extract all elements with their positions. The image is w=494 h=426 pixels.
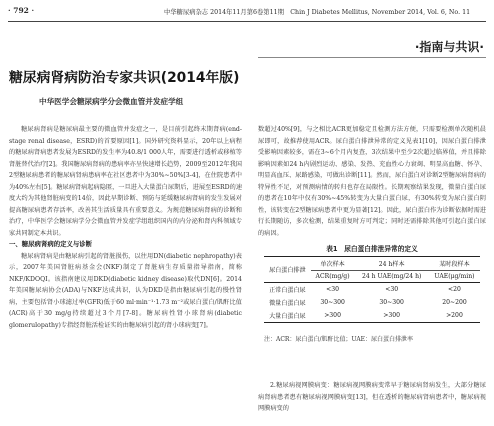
- author-organization: 中华医学会糖尿病学分会微血管并发症学组: [39, 97, 184, 106]
- table-row: [264, 283, 480, 297]
- row-label: 大量白蛋白尿: [264, 309, 311, 323]
- article-title: 糖尿病肾病防治专家共识(2014年版): [9, 70, 240, 86]
- row-label: 微量白蛋白尿: [269, 300, 306, 307]
- table-cell: <30: [354, 283, 428, 297]
- left-column: [9, 124, 242, 426]
- table-cell: >300: [354, 309, 428, 323]
- section-label: ·指南与共识·: [414, 40, 484, 54]
- definition-paragraph: 糖尿病肾病是由糖尿病引起的肾脏损伤，以往用DN(diabetic nephropathy)表示，2007年美国肾脏病基金会(NKF)制定了肾脏病生存质量指导指南，简称NKF/KDOQI。该指南建议用DKD(diabetic kidney disease)取代DN[6]。2014年美国糖尿病协会(ADA)与NKF达成共识，认为DKD是指由糖尿病引起的慢性肾病，主要包括肾小球滤过率(GFR)低于60 ml·min⁻¹·1.73 m⁻²或尿白蛋白/肌酐比值(ACR)高于30 mg/g持续超过3个月[7-8]。糖尿病性肾小球肾病(diabetic glomerulopathy)专指经肾脏活检证实的由糖尿病引起的肾小球病变[7]。: [9, 252, 242, 329]
- retinopathy-paragraph: 2.糖尿病视网膜病变：糖尿病视网膜病变常早于糖尿病肾病发生，大部分糖尿病肾病患者患有糖尿病视网膜病变[13]，但在透析的糖尿病肾病患者中，糖尿病视网膜病变的: [258, 382, 486, 412]
- sub-header: ACR(mg/g): [315, 273, 350, 280]
- table-cell: 30~300: [320, 299, 345, 306]
- table-cell: 20~200: [442, 299, 467, 306]
- sub-header: UAE(μg/min): [434, 273, 475, 280]
- table-cell: <30: [311, 283, 355, 297]
- row-label: 正常白蛋白尿: [264, 283, 311, 297]
- journal-info: 中华糖尿病杂志 2014年11月第6卷第11期 Chin J Diabetes Mellitus, November 2014, Vol. 6, No. 11: [164, 9, 471, 16]
- section-rule: [258, 57, 486, 58]
- header-rule: [8, 21, 486, 22]
- group-header: 24 h样本: [354, 257, 428, 271]
- page-number: · 792 ·: [8, 6, 35, 15]
- right-column-bottom: [258, 380, 486, 426]
- right-paragraph: 数超过40%[9]，与之相比ACR更加稳定且检测方法方便，只需要检测单次随机晨尿即可，故推荐使用ACR。尿白蛋白排泄异常的定义见表1[10]，因尿白蛋白排泄受影响因素较多，需在3~6个月内复查，3次结果中至少2次超过临界值，并且排除影响因素如24 h内剧烈运动、感染、发热、充血性心力衰竭、明显高血糖、怀孕、明显高血压、尿路感染，可做出诊断[11]。然而，尿白蛋白对诊断2型糖尿病肾病的特异性不足，对预测病情的转归也存在局限性。长期观察结果发现，微量白蛋白尿的患者在10年中仅有30%~45%转变为大量白蛋白尿，有30%转变为尿白蛋白阴性，该转变在2型糖尿病患者中更为显著[12]。因此，尿白蛋白作为诊断依据时需进行长期随访，多次检测，结果重复时方可判定；同时还需排除其他可引起白蛋白尿的病因。: [258, 126, 486, 236]
- table-row-header: 尿白蛋白排泄: [264, 257, 311, 283]
- table-note: 注：ACR：尿白蛋白/肌酐比值；UAE：尿白蛋白排泄率: [264, 336, 414, 343]
- table-cell: >200: [429, 309, 480, 323]
- table-cell: >300: [311, 309, 355, 323]
- right-column-top: [258, 124, 486, 236]
- albumin-table: [264, 256, 480, 323]
- sub-header: 24 h UAE(mg/24 h): [361, 273, 422, 280]
- table-row: [264, 296, 480, 309]
- table-row: [264, 309, 480, 323]
- table-cell: <20: [429, 283, 480, 297]
- running-header: [8, 6, 486, 20]
- section-heading: 一、糖尿病肾病的定义与诊断: [9, 240, 93, 248]
- intro-paragraph: 糖尿病肾病是糖尿病最主要的微血管并发症之一，是目前引起终末期肾病(end-stage renal disease，ESRD)的首要原因[1]。国外研究资料显示，20年以上病程的糖尿病肾病患者发展为ESRD的发生率为40.8/1 000人年，需要进行透析或移植等肾脏替代治疗[2]。我国糖尿病肾病的患病率亦呈快速增长趋势，2009至2012年我国2型糖尿病患者的糖尿病肾病患病率在社区患者中为30%~50%[3-4]，在住院患者中为40%左右[5]。糖尿病肾病起病隐匿，一旦进入大量蛋白尿期后，进展至ESRD的速度大约为其他肾脏病变的14倍，因此早期诊断、预防与延缓糖尿病肾病的发生发展对提高糖尿病患者存活率，改善其生活质量具有重要意义。为规范糖尿病肾病的诊断和治疗，中华医学会糖尿病学分会微血管并发症学组组织国内的内分泌和肾内科领域专家共同制定本共识。: [9, 126, 242, 237]
- group-header: 单次样本: [311, 257, 355, 271]
- table-cell: 30~300: [379, 299, 404, 306]
- table-caption: 表1 尿白蛋白排泄异常的定义: [326, 245, 418, 253]
- group-header: 某时段样本: [429, 257, 480, 271]
